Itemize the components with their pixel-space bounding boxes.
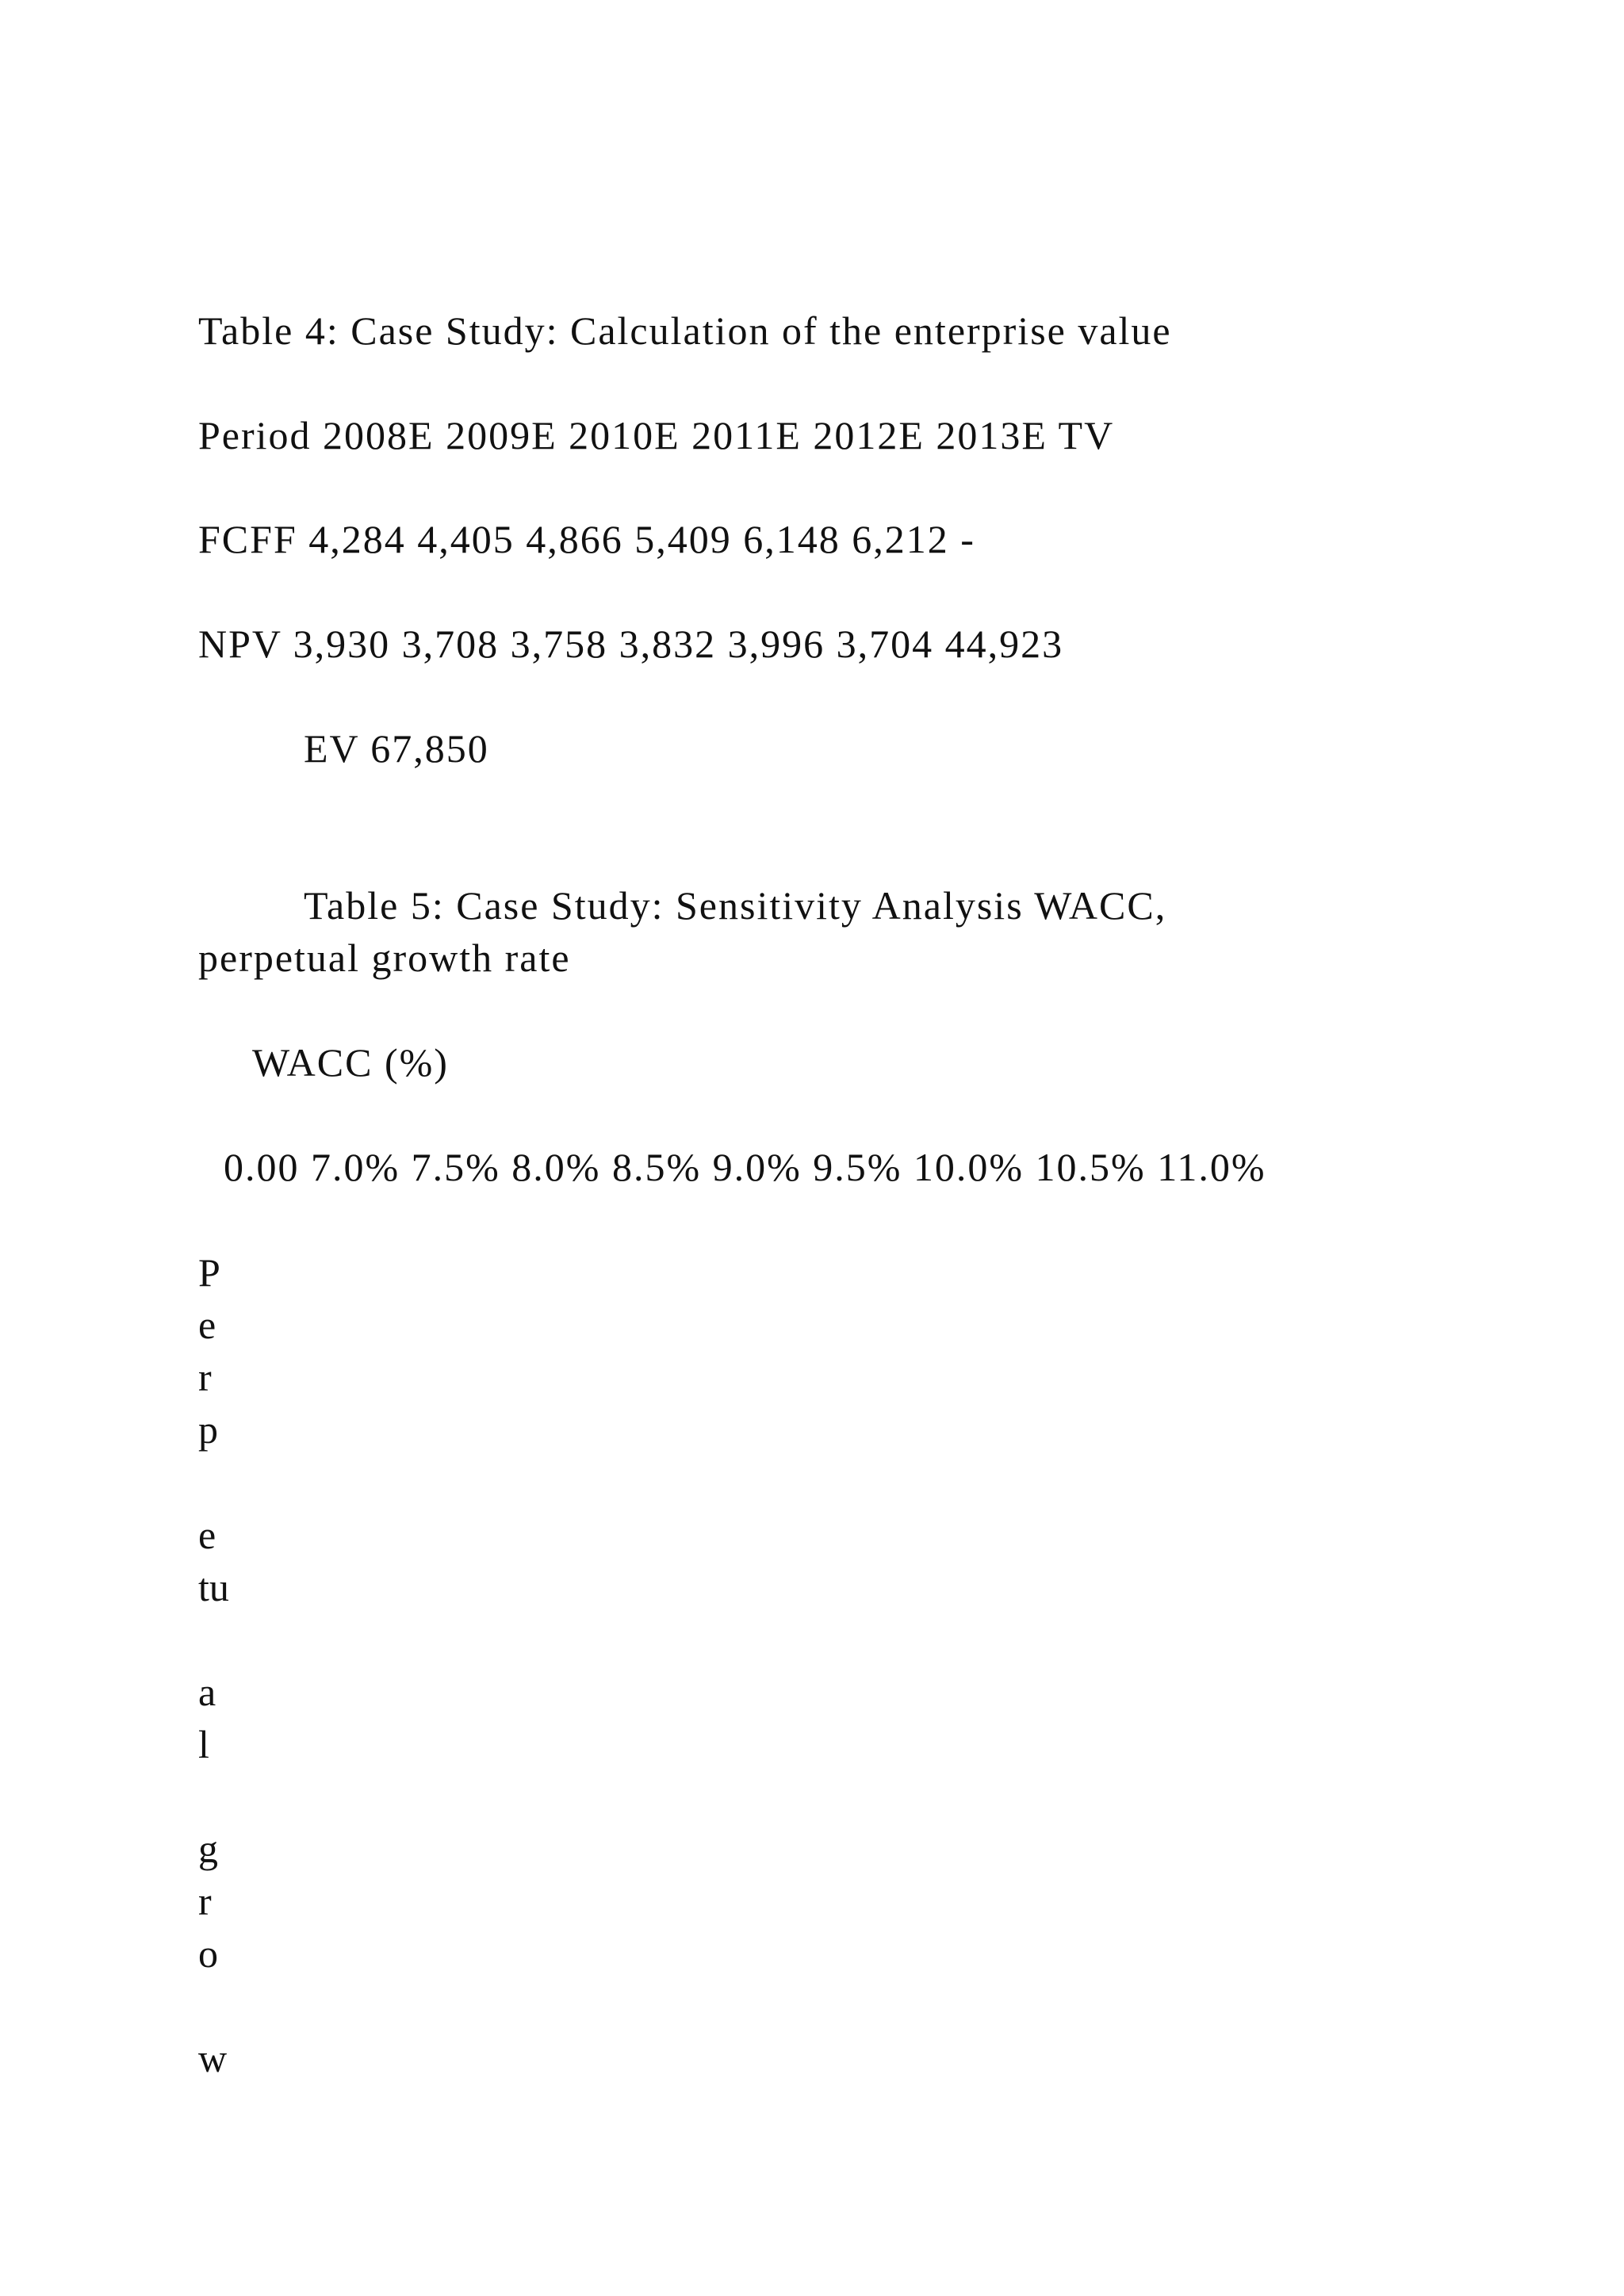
vertical-label-char: e <box>198 1513 216 1557</box>
table4-ev-row: EV 67,850 <box>304 726 489 771</box>
vertical-label-char: w <box>198 2036 228 2080</box>
table4-title: Table 4: Case Study: Calculation of the enterprise value <box>198 308 1172 353</box>
vertical-label-char: r <box>198 1879 212 1923</box>
vertical-label-char: tu <box>198 1565 229 1609</box>
vertical-label-char: a <box>198 1670 216 1714</box>
vertical-label-char: g <box>198 1827 218 1871</box>
table5-title-line2: perpetual growth rate <box>198 936 571 980</box>
vertical-label-char: P <box>198 1250 220 1295</box>
vertical-label-char: r <box>198 1355 212 1399</box>
vertical-label-char: o <box>198 1931 218 1976</box>
table4-fcff-row: FCFF 4,284 4,405 4,866 5,409 6,148 6,212 - <box>198 517 975 561</box>
table5-header-row: 0.00 7.0% 7.5% 8.0% 8.5% 9.0% 9.5% 10.0% 10.5% 11.0% <box>224 1145 1266 1189</box>
vertical-label-char: p <box>198 1407 218 1452</box>
vertical-label-char: e <box>198 1303 216 1347</box>
table5-wacc-label: WACC (%) <box>252 1040 449 1085</box>
table4-period-row: Period 2008E 2009E 2010E 2011E 2012E 2013E TV <box>198 413 1115 457</box>
table4-npv-row: NPV 3,930 3,708 3,758 3,832 3,996 3,704 44,923 <box>198 622 1064 666</box>
table5-title-line1: Table 5: Case Study: Sensitivity Analysis WACC, <box>304 883 1167 928</box>
vertical-label-char: l <box>198 1722 209 1766</box>
